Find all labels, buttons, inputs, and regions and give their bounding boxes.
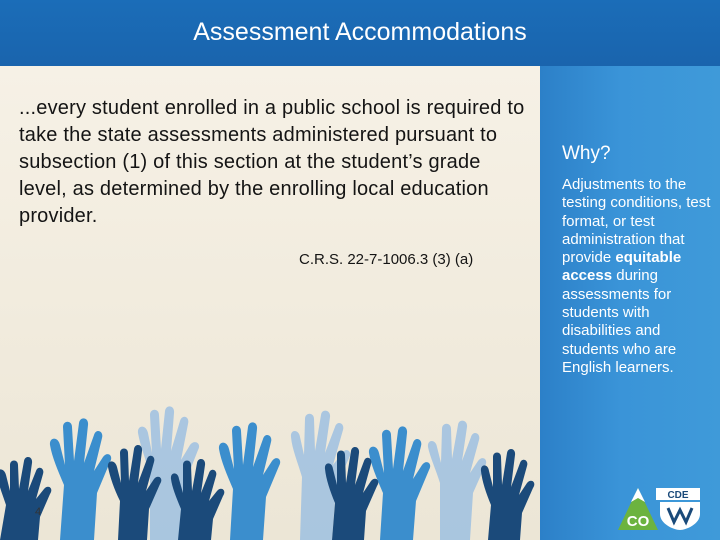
why-description-text: Adjustments to the testing conditions, test format, or test administration that provide bbox=[562, 176, 711, 267]
cde-colorado-logo-icon bbox=[616, 484, 702, 532]
hands-mid-layer bbox=[50, 418, 430, 540]
why-description bbox=[562, 176, 712, 377]
raised-hands-illustration bbox=[0, 405, 540, 540]
slide-title-text: Assessment Accommodations bbox=[193, 18, 527, 46]
logo-co-text: CO bbox=[626, 513, 650, 530]
slide-title bbox=[0, 18, 720, 47]
statute-quote: ...every student enrolled in a public school is required to take the state assessments administered pursuant to subsection (1) of this section at the student’s grade level, as determined by the enrolling local education provider. bbox=[19, 97, 525, 227]
page-number: 4 bbox=[35, 506, 42, 518]
why-description-text-end: during assessments for students with disabilities and students who are English learners. bbox=[562, 267, 677, 376]
why-description-emphasis: equitable access bbox=[562, 249, 682, 285]
statute-citation: C.R.S. 22-7-1006.3 (3) (a) bbox=[299, 251, 474, 268]
slide-header bbox=[0, 0, 720, 66]
logo-cde-text: CDE bbox=[667, 490, 689, 501]
why-heading: Why? bbox=[562, 143, 611, 164]
logo-shield bbox=[660, 502, 700, 530]
